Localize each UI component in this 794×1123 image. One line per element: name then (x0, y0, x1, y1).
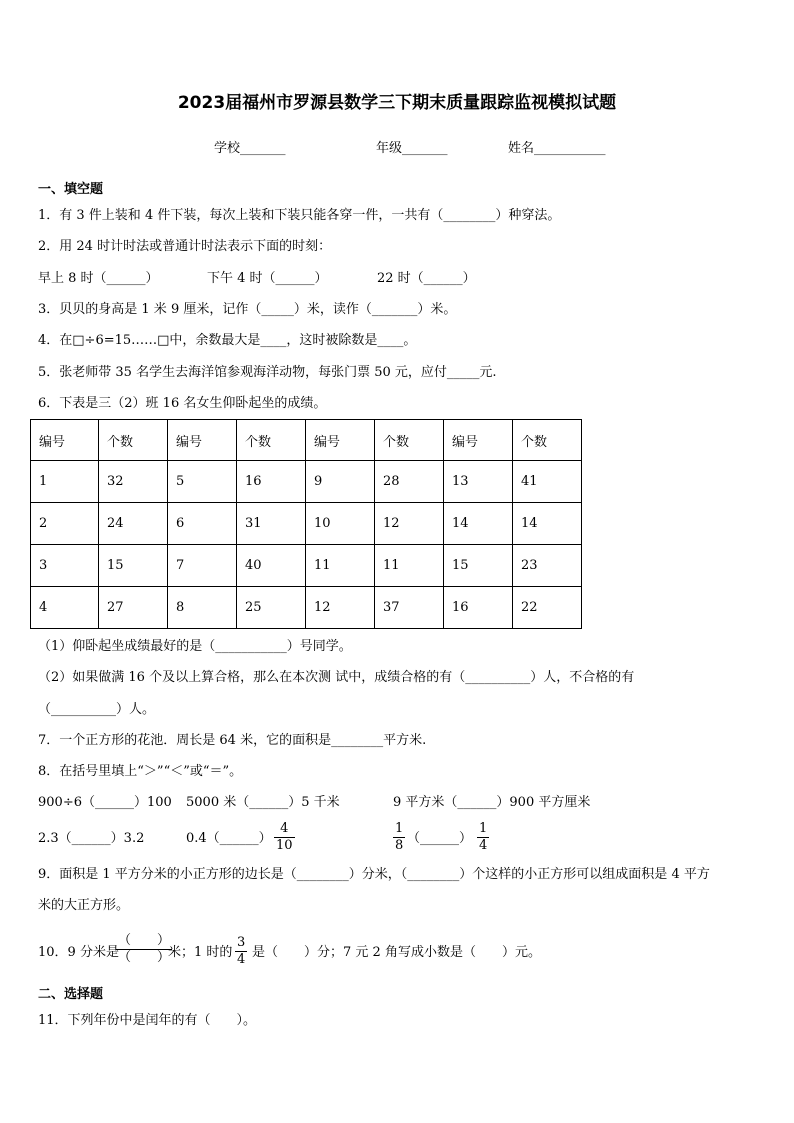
fraction-denominator: 4 (237, 952, 246, 967)
question-8-item-1: 900÷6（______）100 (38, 795, 172, 810)
table-cell: 24 (99, 503, 168, 545)
fraction-four-tenths (274, 821, 295, 854)
fraction-denominator: 10 (276, 838, 293, 853)
question-5: 5．张老师带 35 名学生去海洋馆参观海洋动物，每张门票 50 元，应付_____元. (38, 365, 497, 380)
table-header-cell: 编号 (168, 420, 237, 461)
question-8-item-4: 2.3（______）3.2 (38, 831, 145, 846)
question-11: 11．下列年份中是闰年的有（ ）。 (38, 1013, 257, 1028)
fraction-numerator: （ ） (118, 933, 171, 948)
table-cell: 28 (375, 461, 444, 503)
question-8-item-5: 0.4（______） (186, 831, 272, 846)
fraction-denominator: 8 (395, 838, 404, 853)
table-cell: 9 (306, 461, 375, 503)
question-9: 9．面积是 1 平方分米的小正方形的边长是（________）分米，（________）个这样的小正方形可以组成面积是 4 平方 (38, 867, 710, 882)
table-cell: 37 (375, 587, 444, 629)
table-row (31, 503, 582, 545)
question-3: 3．贝贝的身高是 1 米 9 厘米，记作（_____）米，读作（_______）米。 (38, 302, 457, 317)
fraction-numerator: 4 (274, 821, 295, 838)
section-choice-heading: 二、选择题 (38, 987, 104, 1002)
fraction-blank (116, 933, 172, 966)
school-field[interactable]: 学校_______ (214, 141, 286, 156)
table-row (31, 461, 582, 503)
table-cell: 22 (513, 587, 582, 629)
question-6-part-2-cont: （__________）人。 (38, 702, 156, 717)
table-header-cell: 个数 (99, 420, 168, 461)
table-cell: 1 (31, 461, 99, 503)
question-8: 8．在括号里填上“＞”“＜”或“＝”。 (38, 764, 243, 779)
question-8-item-3: 9 平方米（______）900 平方厘米 (393, 795, 591, 810)
fraction-denominator: （ ） (118, 950, 171, 965)
fraction-one-eighth (393, 821, 405, 854)
question-2-item-b: 下午 4 时（______） (207, 271, 328, 286)
question-9-cont: 米的大正方形。 (38, 898, 130, 913)
question-10-part-b: 米；1 时的 (168, 945, 233, 960)
question-8-item-6-blank: （______） (407, 831, 473, 846)
question-10-part-c: 是（ ）分；7 元 2 角写成小数是（ ）元。 (252, 945, 541, 960)
question-2: 2．用 24 时计时法或普通计时法表示下面的时刻： (38, 239, 332, 254)
table-cell: 13 (444, 461, 513, 503)
table-cell: 14 (513, 503, 582, 545)
table-cell: 15 (99, 545, 168, 587)
table-row (31, 587, 582, 629)
grade-field[interactable]: 年级_______ (376, 141, 448, 156)
fraction-numerator: 1 (395, 821, 404, 836)
table-header-cell: 个数 (237, 420, 306, 461)
table-cell: 25 (237, 587, 306, 629)
table-cell: 12 (306, 587, 375, 629)
question-7: 7．一个正方形的花池．周长是 64 米，它的面积是________平方米. (38, 733, 427, 748)
name-field[interactable]: 姓名___________ (508, 141, 606, 156)
question-2-item-c: 22 时（______） (377, 271, 476, 286)
table-cell: 11 (306, 545, 375, 587)
table-row (31, 545, 582, 587)
table-cell: 5 (168, 461, 237, 503)
table-header-cell: 编号 (306, 420, 375, 461)
fraction-one-quarter (477, 821, 489, 854)
table-cell: 14 (444, 503, 513, 545)
table-cell: 3 (31, 545, 99, 587)
table-header-cell: 个数 (513, 420, 582, 461)
table-header-row (31, 420, 582, 461)
table-cell: 6 (168, 503, 237, 545)
fraction-numerator: 1 (479, 821, 488, 836)
table-header-cell: 个数 (375, 420, 444, 461)
table-header-cell: 编号 (444, 420, 513, 461)
table-cell: 16 (444, 587, 513, 629)
table-cell: 11 (375, 545, 444, 587)
question-2-item-a: 早上 8 时（______） (38, 271, 159, 286)
table-cell: 7 (168, 545, 237, 587)
question-1: 1．有 3 件上装和 4 件下装，每次上装和下装只能各穿一件，一共有（________）种穿法。 (38, 208, 561, 223)
page-title: 2023届福州市罗源县数学三下期末质量跟踪监视模拟试题 (177, 93, 617, 113)
section-fill-blank-heading: 一、填空题 (38, 182, 104, 197)
scores-table (30, 419, 582, 629)
table-cell: 4 (31, 587, 99, 629)
fraction-numerator: 3 (237, 935, 246, 950)
fraction-three-quarters (235, 935, 247, 968)
question-6: 6．下表是三（2）班 16 名女生仰卧起坐的成绩。 (38, 396, 327, 411)
table-cell: 32 (99, 461, 168, 503)
table-cell: 10 (306, 503, 375, 545)
table-cell: 8 (168, 587, 237, 629)
question-6-part-1: （1）仰卧起坐成绩最好的是（___________）号同学。 (38, 639, 352, 654)
table-cell: 16 (237, 461, 306, 503)
table-cell: 40 (237, 545, 306, 587)
table-cell: 23 (513, 545, 582, 587)
table-cell: 27 (99, 587, 168, 629)
table-cell: 15 (444, 545, 513, 587)
table-header-cell: 编号 (31, 420, 99, 461)
fraction-denominator: 4 (479, 838, 488, 853)
question-10-part-a: 10．9 分米是 (38, 945, 119, 960)
table-cell: 12 (375, 503, 444, 545)
table-cell: 41 (513, 461, 582, 503)
table-cell: 31 (237, 503, 306, 545)
question-6-part-2: （2）如果做满 16 个及以上算合格，那么在本次测 试中，成绩合格的有（__________）人，不合格的有 (38, 670, 635, 685)
table-cell: 2 (31, 503, 99, 545)
question-8-item-2: 5000 米（______）5 千米 (186, 795, 340, 810)
question-4: 4．在□÷6=15……□中，余数最大是____，这时被除数是____。 (38, 333, 417, 348)
